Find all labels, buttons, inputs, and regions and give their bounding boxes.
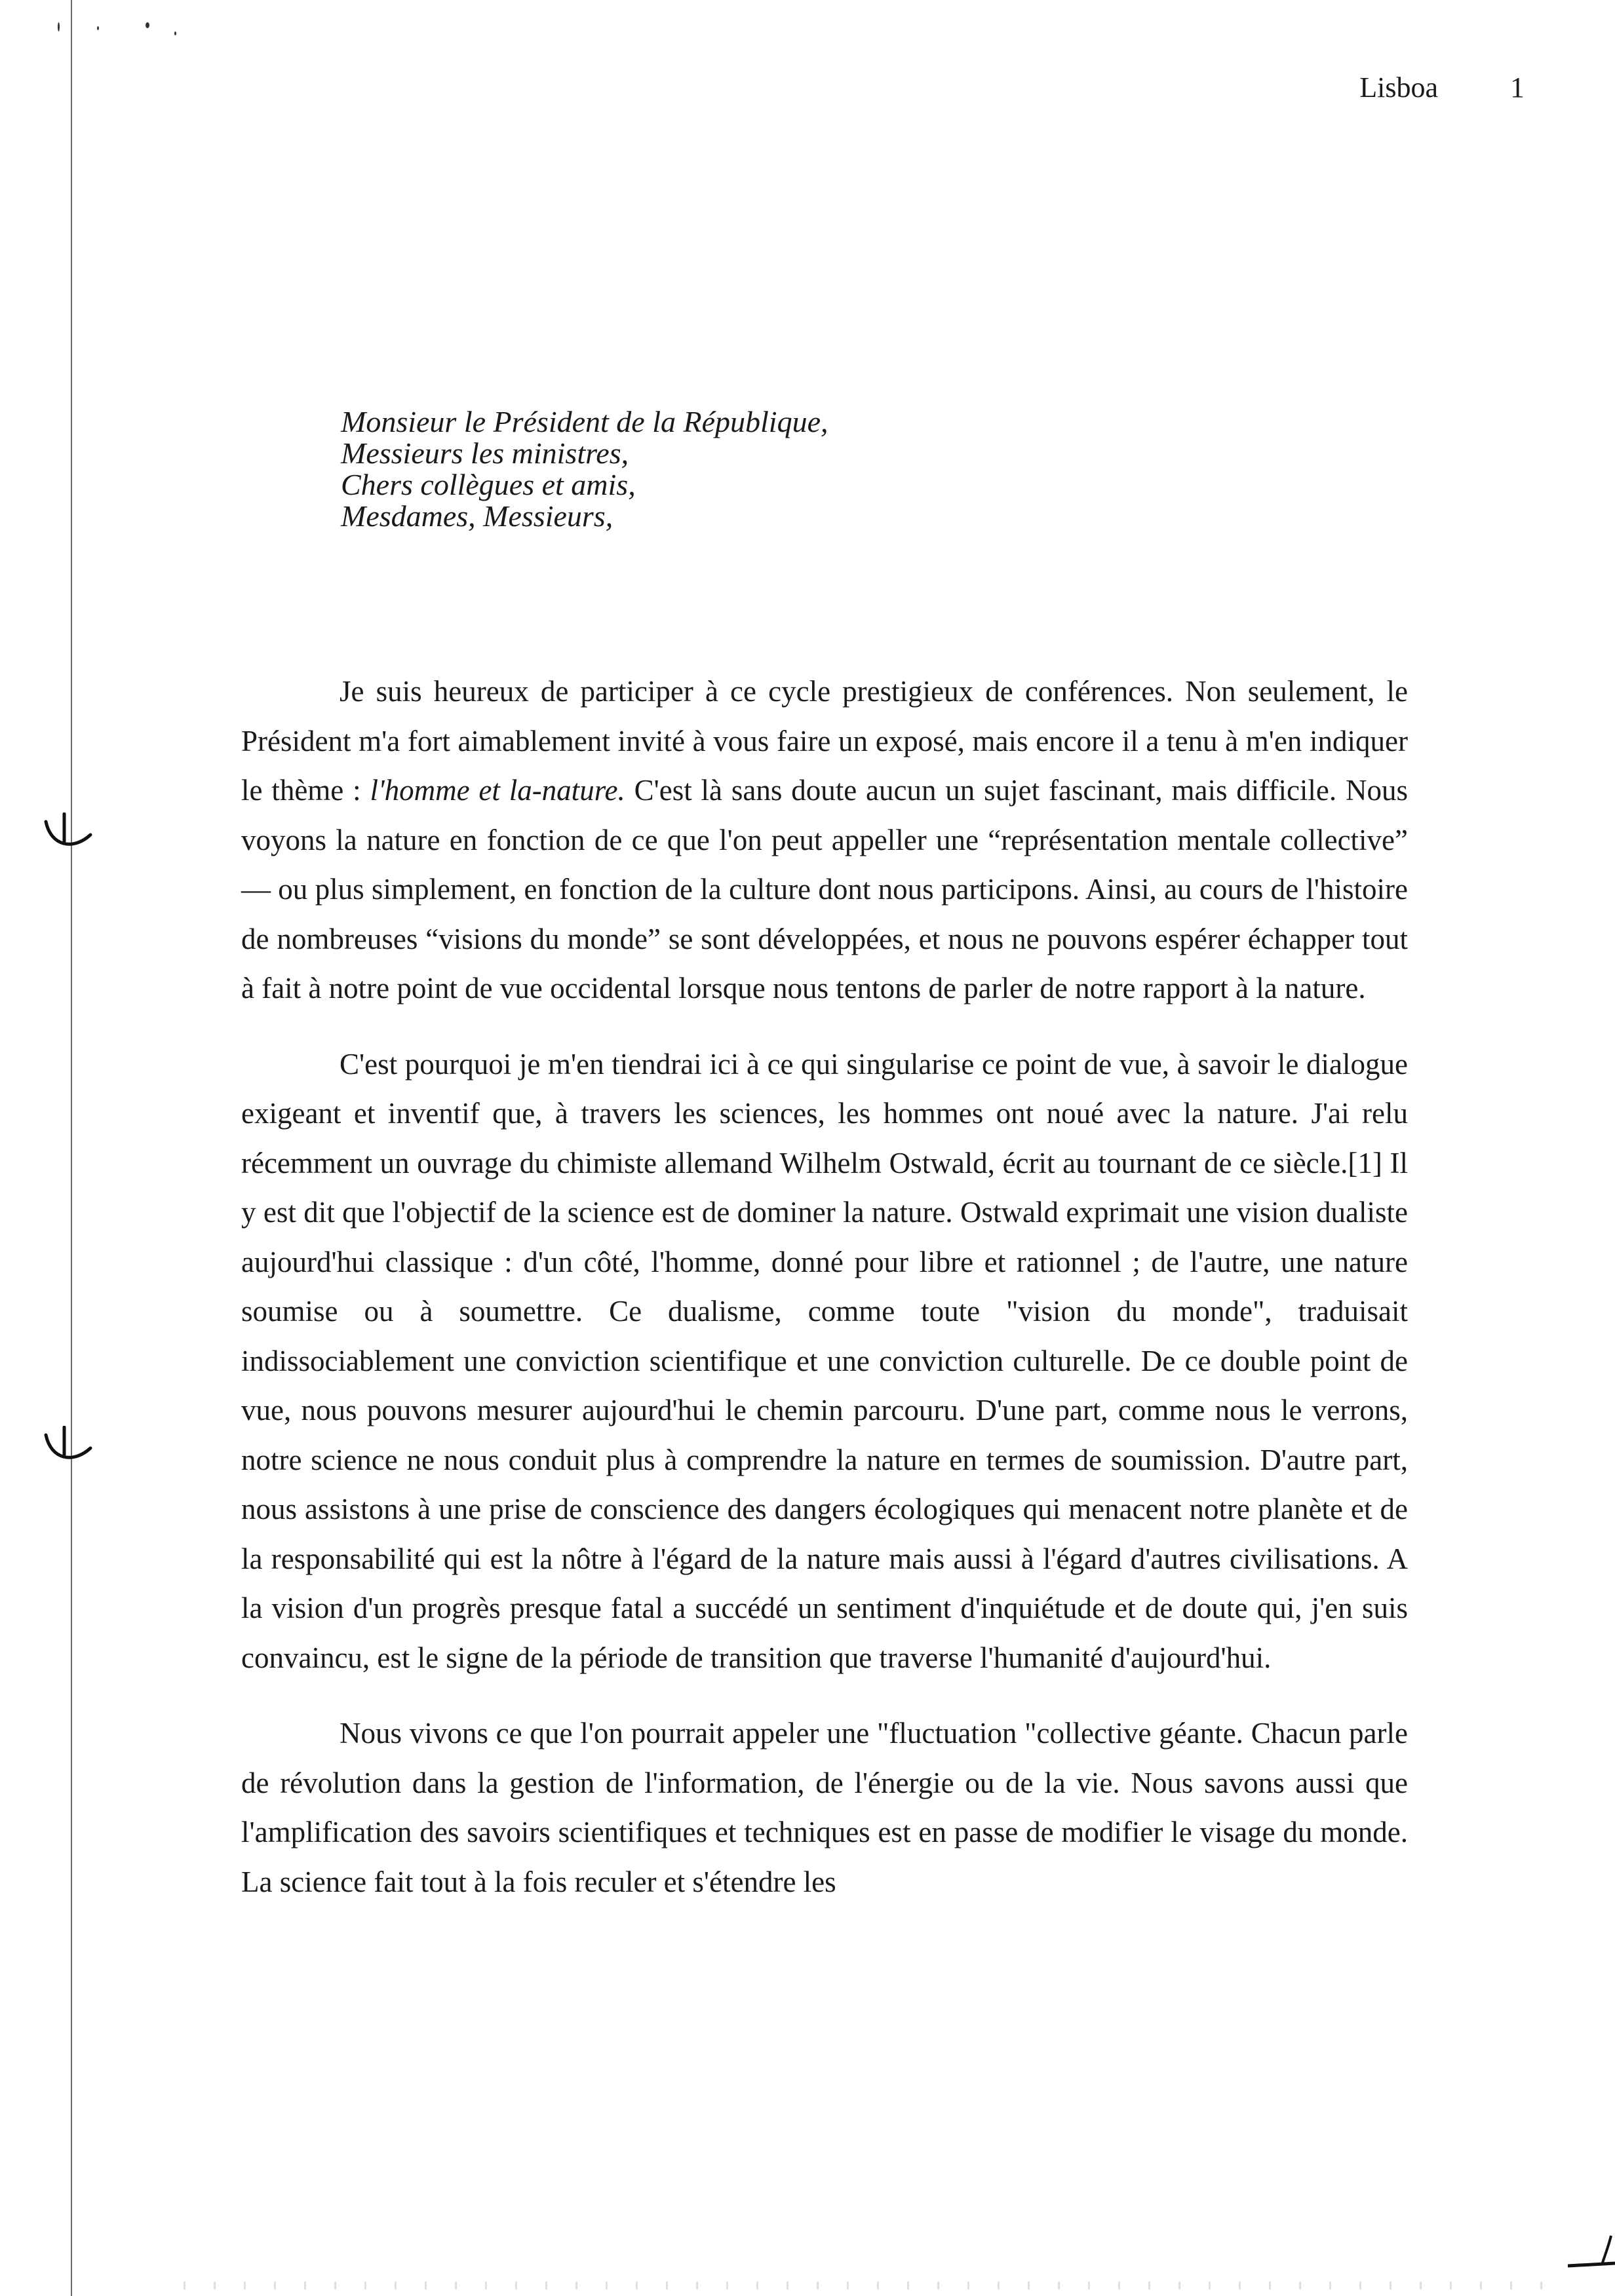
paragraph-1-theme: l'homme et la-nature. — [370, 774, 625, 807]
paragraph-1-text-b: C'est là sans doute aucun un sujet fascinant, mais difficile. Nous voyons la nature en fonction de ce que l'on peut appeller une “représentation mentale collective” — ou plus simplement, en fonction de la culture dont nous participons. Ainsi, au cours de l'histoire de nombreuses “visions du monde” se sont développées, et nous ne pouvons espérer échapper tout à fait à notre point de vue occidental lorsque nous tentons de parler de notre rapport à la nature. — [241, 774, 1409, 1004]
scan-speck — [97, 26, 99, 30]
punch-hole-mark — [42, 813, 94, 854]
paragraph-1-text-a: Je suis heureux de participer à ce cycle prestigieux de conférences. Non seulement, le Président m'a fort aimablement invité à vous faire un exposé, mais encore il a tenu à m'en indiquer le thème : — [241, 675, 1408, 807]
binding-edge-line — [71, 0, 72, 2296]
page-header — [1359, 71, 1525, 104]
scan-speck — [58, 22, 60, 31]
scan-noise — [184, 2282, 1560, 2289]
page-number: 1 — [1510, 71, 1525, 104]
salutation-line: Chers collègues et amis, — [341, 468, 636, 501]
paragraph-1 — [241, 667, 1408, 1014]
paragraph-3: Nous vivons ce que l'on pourrait appeler une "fluctuation "collective géante. Chacun parle de révolution dans la gestion de l'information, de l'énergie ou de la vie. Nous savons aussi que l'amplification des savoirs scientifiques et techniques est en passe de modifier le visage du monde. La science fait tout à la fois reculer et s'étendre les — [241, 1717, 1408, 1898]
scan-speck — [146, 22, 149, 28]
paragraph-2: C'est pourquoi je m'en tiendrai ici à ce qui singularise ce point de vue, à savoir le dialogue exigeant et inventif que, à travers les sciences, les hommes ont noué avec la nature. J'ai relu récemment un ouvrage du chimiste allemand Wilhelm Ostwald, écrit au tournant de ce siècle.[1] Il y est dit que l'objectif de la science est de dominer la nature. Ostwald exprimait une vision dualiste aujourd'hui classique : d'un côté, l'homme, donné pour libre et rationnel ; de l'autre, une nature soumise ou à soumettre. Ce dualisme, comme toute "vision du monde", traduisait indissociablement une conviction scientifique et une conviction culturelle. De ce double point de vue, nous pouvons mesurer aujourd'hui le chemin parcouru. D'une part, comme nous le verrons, notre science ne nous conduit plus à comprendre la nature en termes de soumission. D'autre part, nous assistons à une prise de conscience des dangers écologiques qui menacent notre planète et de la responsabilité qui est la nôtre à l'égard de la nature mais aussi à l'égard d'autres civilisations. A la vision d'un progrès presque fatal a succédé un sentiment d'inquiétude et de doute qui, j'en suis convaincu, est le signe de la période de transition que traverse l'humanité d'aujourd'hui. — [241, 1047, 1408, 1674]
punch-hole-mark — [42, 1426, 94, 1468]
scan-speck — [174, 31, 176, 35]
header-author: Lisboa — [1359, 71, 1438, 104]
page-corner-mark — [1563, 2233, 1615, 2272]
salutation-line: Messieurs les ministres, — [341, 436, 629, 470]
salutation-block — [341, 406, 828, 532]
salutation-line: Mesdames, Messieurs, — [341, 499, 613, 533]
salutation-line: Monsieur le Président de la République, — [341, 405, 828, 438]
body-text — [241, 667, 1408, 1907]
